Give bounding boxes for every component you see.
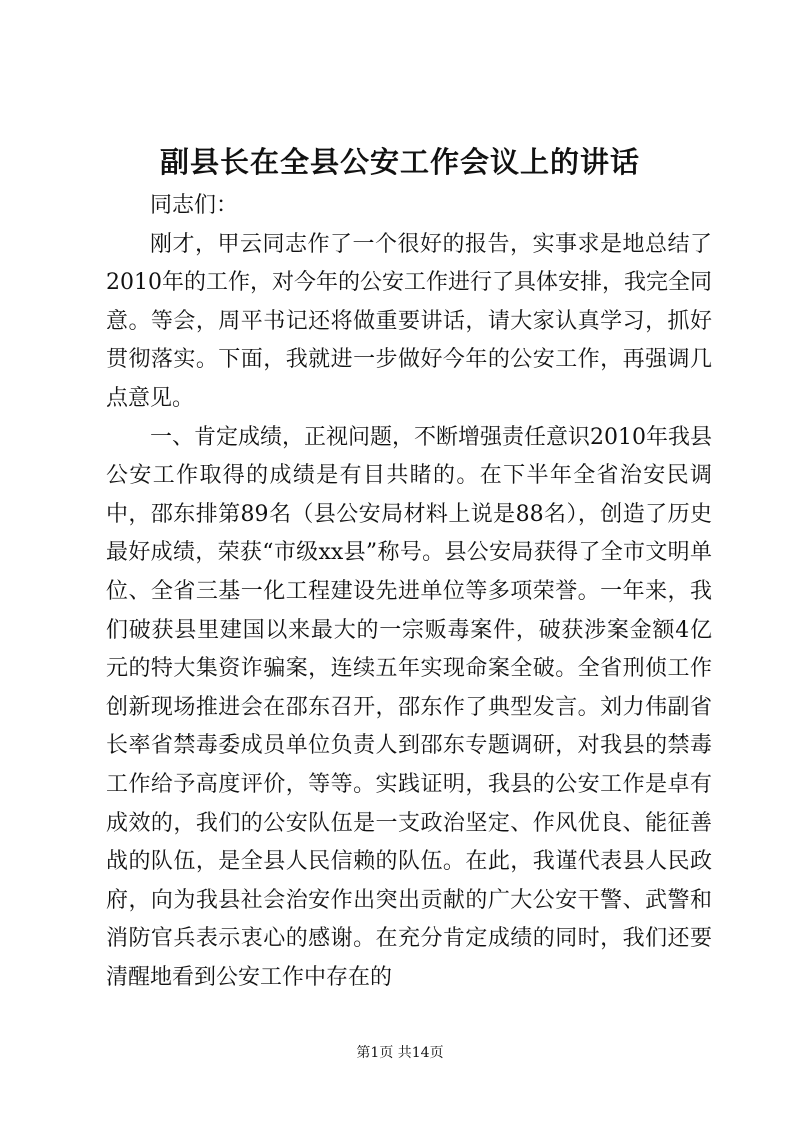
document-body bbox=[106, 187, 712, 997]
page-number-footer: 第1页 共14页 bbox=[356, 1045, 444, 1061]
paragraph-opening: 刚才，甲云同志作了一个很好的报告，实事求是地总结了2010年的工作，对今年的公安工作进行了具体安排，我完全同意。等会，周平书记还将做重要讲话，请大家认真学习，抓好贯彻落实。下面，我就进一步做好今年的公安工作，再强调几点意见。 bbox=[106, 231, 712, 411]
document-title: 副县长在全县公安工作会议上的讲话 bbox=[159, 145, 640, 179]
salutation: 同志们： bbox=[150, 193, 239, 218]
paragraph-section-one: 一、肯定成绩，正视问题，不断增强责任意识2010年我县公安工作取得的成绩是有目共睹的。在下半年全省治安民调中，邵东排第89名（县公安局材料上说是88名），创造了历史最好成绩，荣获“市级xx县”称号。县公安局获得了全市文明单位、全省三基一化工程建设先进单位等多项荣誉。一年来，我们破获县里建国以来最大的一宗贩毒案件，破获涉案金额4亿元的特大集资诈骗案，连续五年实现命案全破。全省刑侦工作创新现场推进会在邵东召开，邵东作了典型发言。刘力伟副省长率省禁毒委成员单位负责人到邵东专题调研，对我县的禁毒工作给予高度评价，等等。实践证明，我县的公安工作是卓有成效的，我们的公安队伍是一支政治坚定、作风优良、能征善战的队伍，是全县人民信赖的队伍。在此，我谨代表县人民政府，向为我县社会治安作出突出贡献的广大公安干警、武警和消防官兵表示衷心的感谢。在充分肯定成绩的同时，我们还要清醒地看到公安工作中存在的 bbox=[106, 424, 712, 990]
